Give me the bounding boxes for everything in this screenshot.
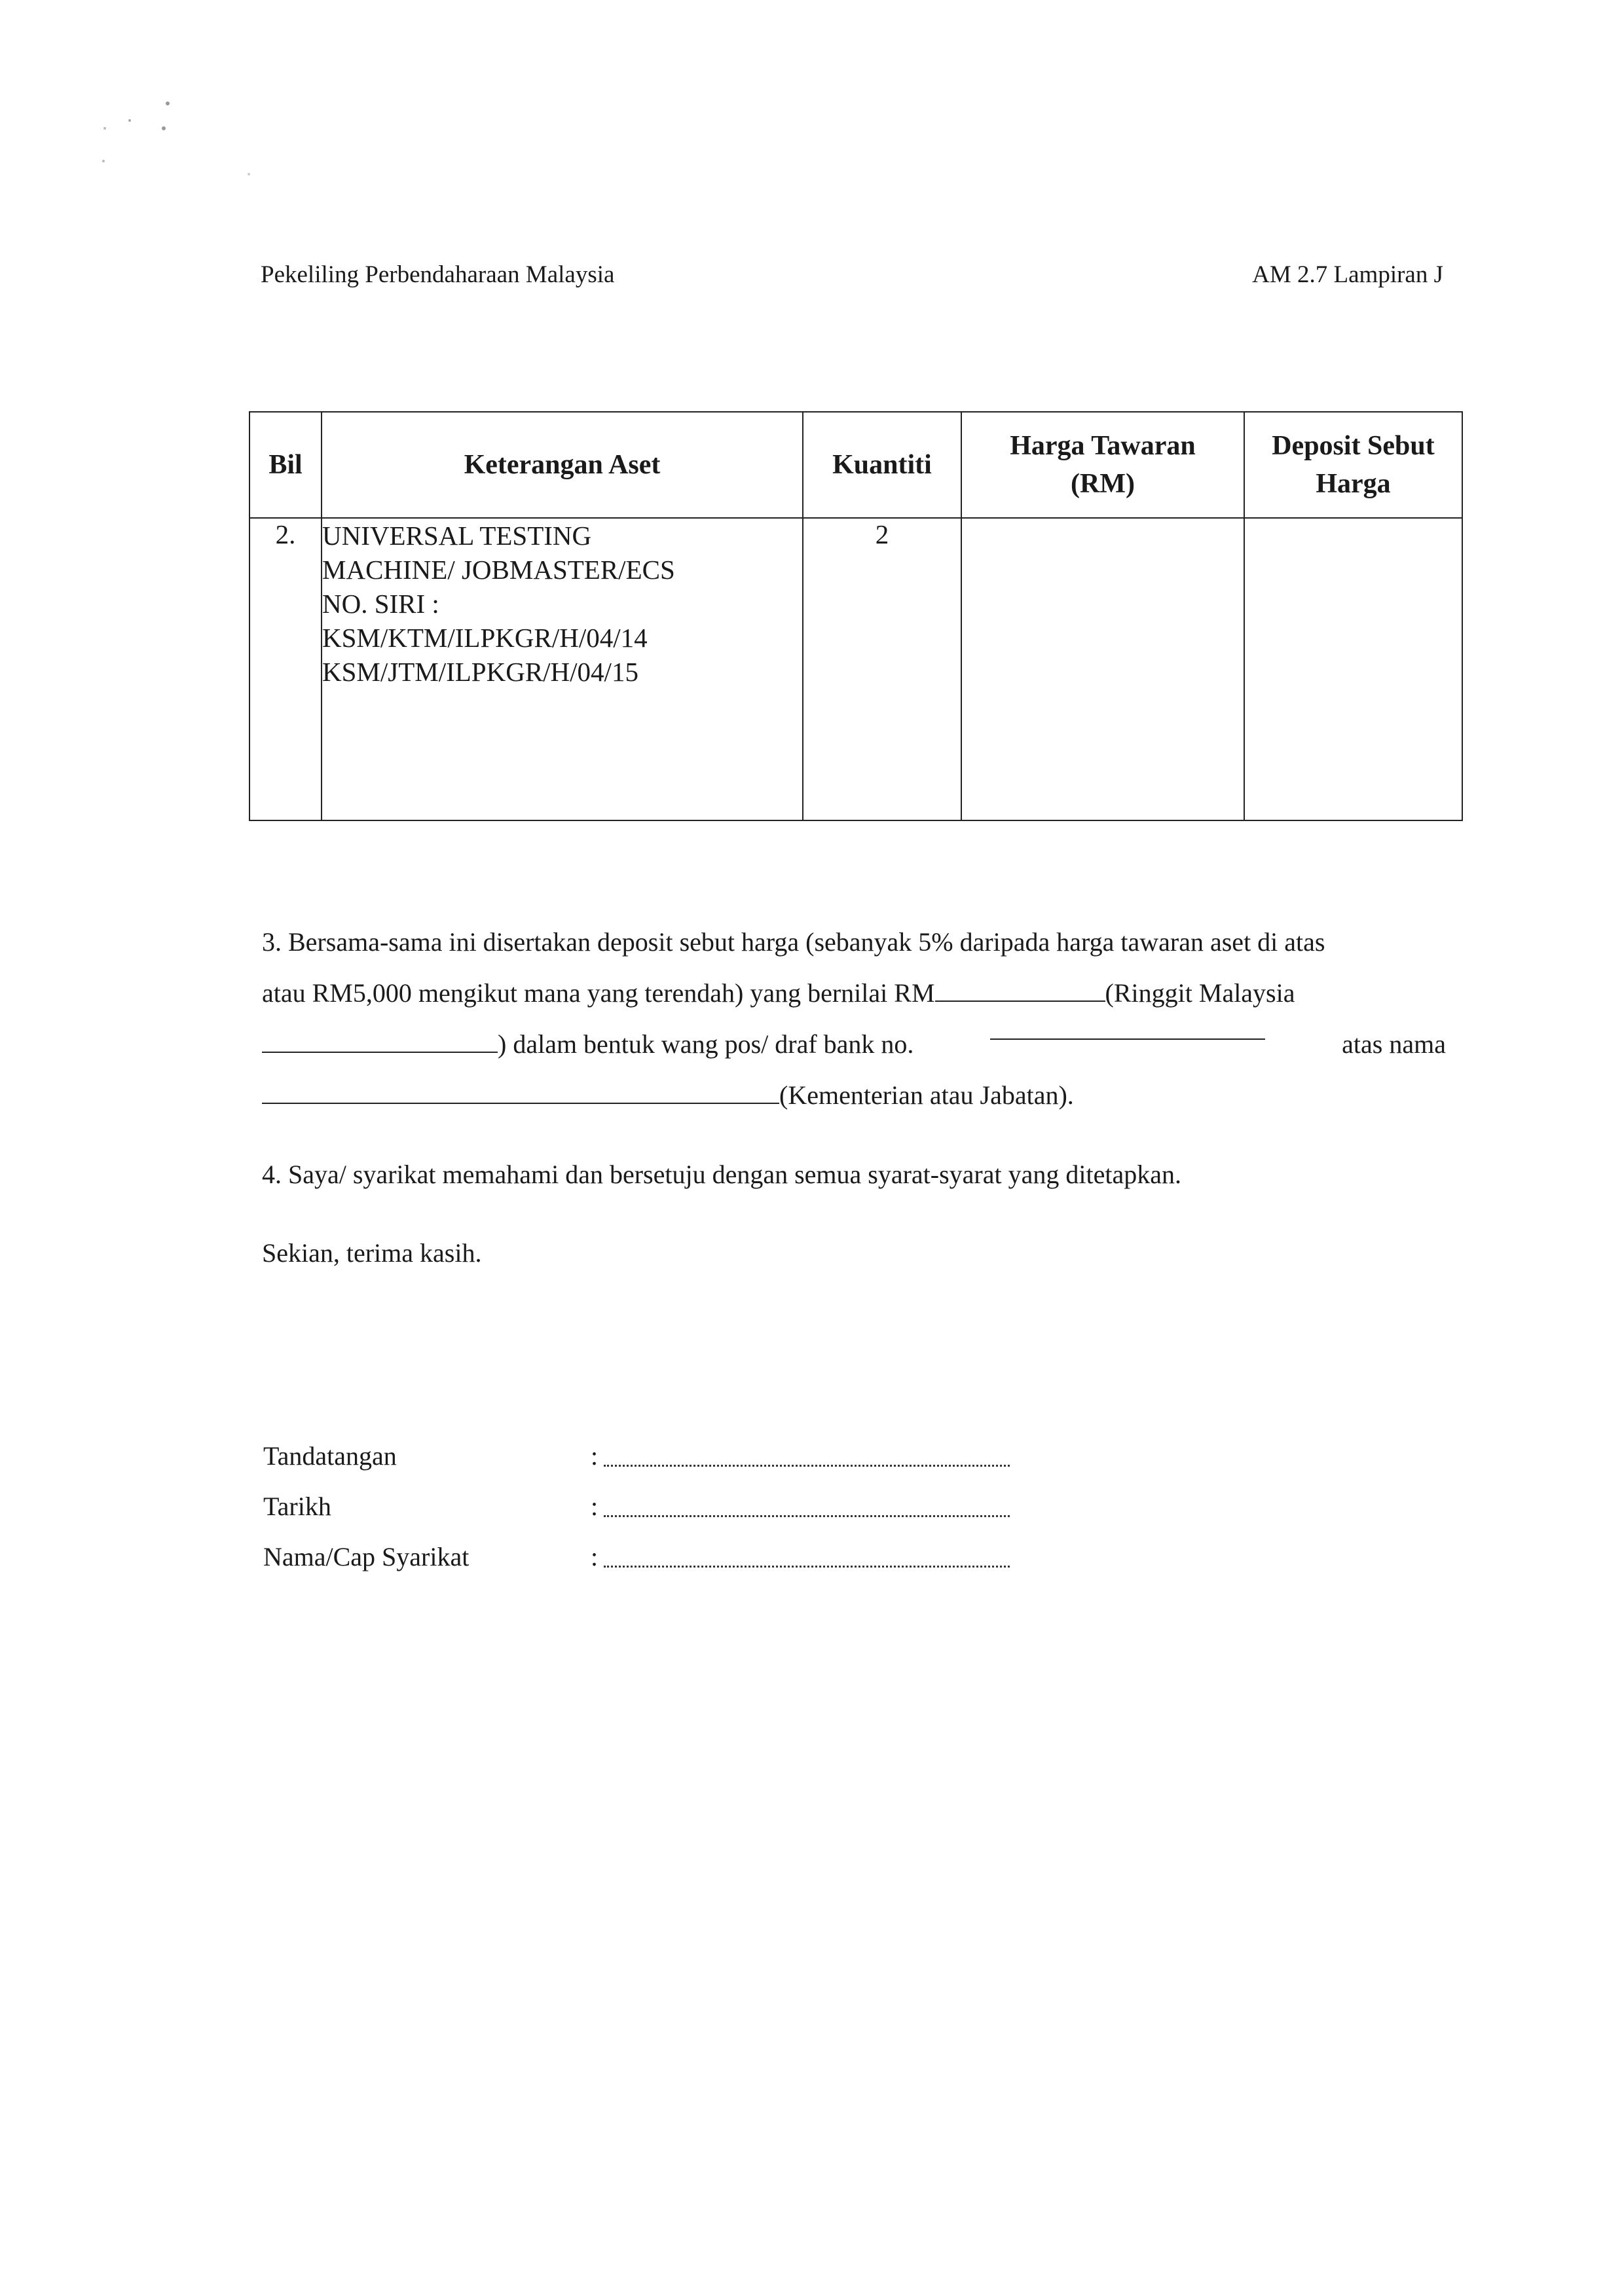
para3-line2-a: atau RM5,000 mengikut mana yang terendah) yang bernilai RM xyxy=(262,978,935,1008)
keterangan-line: UNIVERSAL TESTING xyxy=(322,521,592,551)
keterangan-line: KSM/KTM/ILPKGR/H/04/14 xyxy=(322,623,648,653)
header-circular-title: Pekeliling Perbendaharaan Malaysia xyxy=(261,261,615,288)
date-row xyxy=(263,1481,1010,1532)
cell-keterangan xyxy=(322,518,803,820)
col-header-kuantiti: Kuantiti xyxy=(803,412,961,518)
paragraph-deposit xyxy=(262,917,1446,1121)
company-dotted-field[interactable] xyxy=(604,1551,1010,1568)
para3-line4 xyxy=(262,1070,1446,1121)
para3-line2-text xyxy=(262,968,1295,1019)
col-header-harga xyxy=(961,412,1244,518)
signature-colon: : xyxy=(591,1441,599,1471)
cell-harga-tawaran[interactable] xyxy=(961,518,1244,820)
col-header-deposit xyxy=(1244,412,1462,518)
signature-dotted-field[interactable] xyxy=(604,1450,1010,1467)
payee-blank[interactable] xyxy=(262,1083,779,1104)
cell-deposit[interactable] xyxy=(1244,518,1462,820)
date-dotted-field[interactable] xyxy=(604,1501,1010,1517)
company-row xyxy=(263,1532,1010,1582)
keterangan-line: KSM/JTM/ILPKGR/H/04/15 xyxy=(322,657,638,687)
header-appendix-ref: AM 2.7 Lampiran J xyxy=(1252,261,1443,288)
company-label: Nama/Cap Syarikat xyxy=(263,1542,470,1571)
signature-label: Tandatangan xyxy=(263,1441,397,1471)
date-label: Tarikh xyxy=(263,1492,331,1521)
para3-line3-b: atas nama xyxy=(1342,1029,1446,1059)
closing-text: Sekian, terima kasih. xyxy=(262,1238,482,1268)
keterangan-line: NO. SIRI : xyxy=(322,589,439,619)
col-header-harga-line2: (RM) xyxy=(1071,469,1135,499)
col-header-deposit-line1: Deposit Sebut xyxy=(1272,431,1435,461)
para3-line2 xyxy=(262,968,1446,1019)
para3-line2-b: (Ringgit Malaysia xyxy=(1105,978,1295,1008)
table-row xyxy=(249,518,1462,820)
para3-line1-text: 3. Bersama-sama ini disertakan deposit sebut harga (sebanyak 5% daripada harga tawaran aset di atas xyxy=(262,927,1325,957)
company-colon: : xyxy=(591,1542,599,1571)
amount-blank[interactable] xyxy=(935,981,1105,1002)
scan-specks xyxy=(0,0,262,262)
col-header-harga-line1: Harga Tawaran xyxy=(1010,431,1196,461)
paragraph-agreement: 4. Saya/ syarikat memahami dan bersetuju dengan semua syarat-syarat yang ditetapkan. xyxy=(262,1160,1181,1189)
para3-line4-text: (Kementerian atau Jabatan). xyxy=(779,1080,1074,1110)
amount-words-blank[interactable] xyxy=(262,1032,498,1053)
col-header-deposit-line2: Harga xyxy=(1316,469,1391,499)
cell-bil: 2. xyxy=(249,518,322,820)
asset-table-header-row xyxy=(249,412,1462,518)
signature-row xyxy=(263,1431,1010,1481)
para3-line1 xyxy=(262,917,1446,968)
signature-block xyxy=(263,1431,1010,1582)
col-header-bil: Bil xyxy=(249,412,322,518)
para3-line3 xyxy=(262,1019,1446,1070)
keterangan-line: MACHINE/ JOBMASTER/ECS xyxy=(322,555,675,585)
col-header-keterangan: Keterangan Aset xyxy=(322,412,803,518)
cell-kuantiti: 2 xyxy=(803,518,961,820)
asset-table xyxy=(249,411,1463,821)
date-colon: : xyxy=(591,1492,599,1521)
draft-number-blank[interactable] xyxy=(990,1019,1265,1040)
para3-line3-a: ) dalam bentuk wang pos/ draf bank no. xyxy=(498,1029,914,1059)
